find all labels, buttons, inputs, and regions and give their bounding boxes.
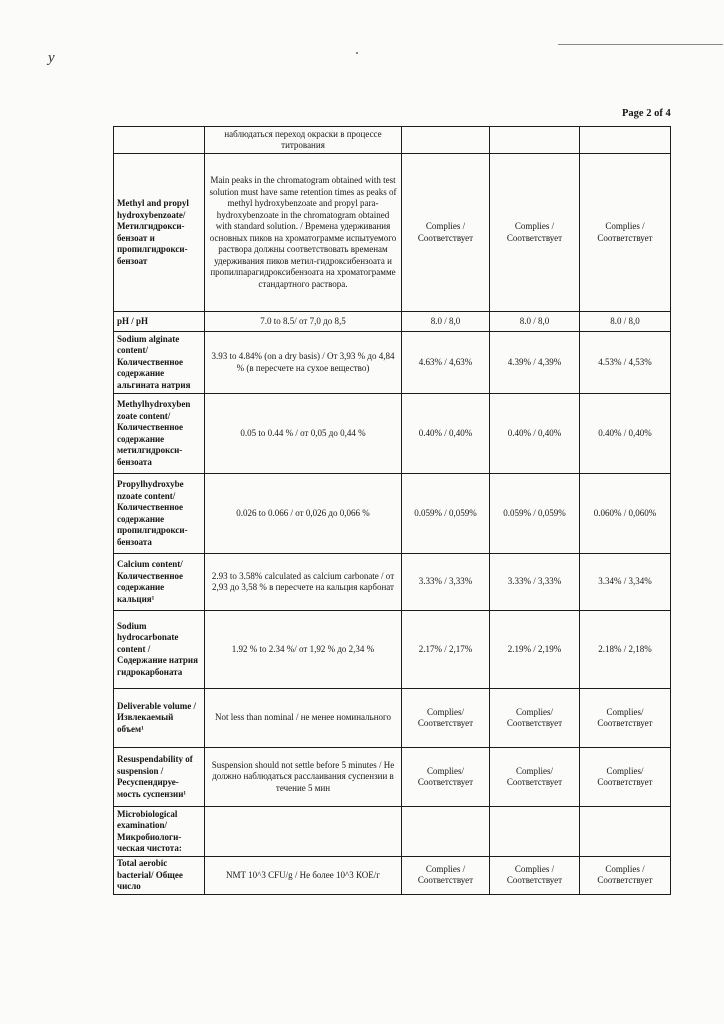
result-cell-batch-3 bbox=[580, 807, 671, 857]
test-name-cell: pH / pH bbox=[114, 312, 205, 332]
test-name-cell bbox=[114, 127, 205, 154]
test-name-cell: Resuspendability of suspension / Ресуспендируе-мость суспензии¹ bbox=[114, 748, 205, 807]
result-cell-batch-3: Complies / Соответствует bbox=[580, 857, 671, 895]
table-row bbox=[114, 807, 671, 857]
result-cell-batch-3: 2.18% / 2,18% bbox=[580, 611, 671, 689]
test-name-cell: Methylhydroxyben zoate content/ Количественное содержание метилгидрокси-бензоата bbox=[114, 394, 205, 474]
result-cell-batch-2: 0.40% / 0,40% bbox=[490, 394, 580, 474]
table-row bbox=[114, 554, 671, 611]
result-cell-batch-1: 3.33% / 3,33% bbox=[402, 554, 490, 611]
result-cell-batch-2: 2.19% / 2,19% bbox=[490, 611, 580, 689]
result-cell-batch-1 bbox=[402, 127, 490, 154]
result-cell-batch-2: Complies/ Соответствует bbox=[490, 689, 580, 748]
result-cell-batch-3: 8.0 / 8,0 bbox=[580, 312, 671, 332]
requirement-cell: 3.93 to 4.84% (on a dry basis) / От 3,93 % до 4,84 % (в пересчете на сухое вещество) bbox=[205, 332, 402, 394]
result-cell-batch-3: 4.53% / 4,53% bbox=[580, 332, 671, 394]
table-row bbox=[114, 748, 671, 807]
result-cell-batch-1 bbox=[402, 807, 490, 857]
test-name-cell: Microbiological examination/ Микробиологи-ческая чистота: bbox=[114, 807, 205, 857]
result-cell-batch-2: Complies / Соответствует bbox=[490, 857, 580, 895]
table-row bbox=[114, 332, 671, 394]
result-cell-batch-1: Complies / Соответствует bbox=[402, 154, 490, 312]
result-cell-batch-3 bbox=[580, 127, 671, 154]
table-row bbox=[114, 127, 671, 154]
requirement-cell: NMT 10^3 CFU/g / Не более 10^3 КОЕ/г bbox=[205, 857, 402, 895]
requirement-cell: 0.05 to 0.44 % / от 0,05 до 0,44 % bbox=[205, 394, 402, 474]
result-cell-batch-1: Complies/ Соответствует bbox=[402, 748, 490, 807]
table-row bbox=[114, 689, 671, 748]
requirement-cell: 2.93 to 3.58% calculated as calcium carbonate / от 2,93 до 3,58 % в пересчете на кальция карбонат bbox=[205, 554, 402, 611]
test-name-cell: Methyl and propyl hydroxybenzoate/ Метилгидрокси-бензоат и пропилгидрокси-бензоат bbox=[114, 154, 205, 312]
result-cell-batch-3: 0.40% / 0,40% bbox=[580, 394, 671, 474]
result-cell-batch-2 bbox=[490, 807, 580, 857]
requirement-cell: Main peaks in the chromatogram obtained with test solution must have same retention times as peaks of methyl hydroxybenzoate and propyl para-hydroxybenzoate in the chromatogram obtained with standard solution. / Времена удерживания основных пиков на хроматограмме испытуемого раствора должны соответствовать временам удерживания пиков метил-гидроксибензоата и пропилпарагидроксибензоата на хроматограмме стандартного раствора. bbox=[205, 154, 402, 312]
result-cell-batch-2: 0.059% / 0,059% bbox=[490, 474, 580, 554]
scan-speck bbox=[356, 52, 358, 54]
requirement-cell: Not less than nominal / не менее номинального bbox=[205, 689, 402, 748]
specification-table bbox=[113, 126, 671, 895]
result-cell-batch-3: Complies/ Соответствует bbox=[580, 689, 671, 748]
result-cell-batch-1: 8.0 / 8,0 bbox=[402, 312, 490, 332]
requirement-cell: наблюдаться переход окраски в процессе титрования bbox=[205, 127, 402, 154]
requirement-cell: 7.0 to 8.5/ от 7,0 до 8,5 bbox=[205, 312, 402, 332]
test-name-cell: Sodium hydrocarbonate content / Содержание натрия гидрокарбоната bbox=[114, 611, 205, 689]
result-cell-batch-1: 0.40% / 0,40% bbox=[402, 394, 490, 474]
page-number: Page 2 of 4 bbox=[622, 108, 671, 119]
test-name-cell: Calcium content/ Количественное содержание кальция¹ bbox=[114, 554, 205, 611]
table-row bbox=[114, 312, 671, 332]
table-row bbox=[114, 154, 671, 312]
result-cell-batch-2: 8.0 / 8,0 bbox=[490, 312, 580, 332]
top-scan-line bbox=[558, 44, 723, 45]
result-cell-batch-3: 3.34% / 3,34% bbox=[580, 554, 671, 611]
test-name-cell: Sodium alginate content/ Количественное содержание альгината натрия bbox=[114, 332, 205, 394]
requirement-cell: Suspension should not settle before 5 minutes / Не должно наблюдаться расслаивания суспензии в течение 5 мин bbox=[205, 748, 402, 807]
result-cell-batch-1: Complies/ Соответствует bbox=[402, 689, 490, 748]
result-cell-batch-2: Complies/ Соответствует bbox=[490, 748, 580, 807]
result-cell-batch-2: 3.33% / 3,33% bbox=[490, 554, 580, 611]
requirement-cell: 0.026 to 0.066 / от 0,026 до 0,066 % bbox=[205, 474, 402, 554]
result-cell-batch-3: Complies / Соответствует bbox=[580, 154, 671, 312]
test-name-cell: Total aerobic bacterial/ Общее число bbox=[114, 857, 205, 895]
result-cell-batch-1: 4.63% / 4,63% bbox=[402, 332, 490, 394]
result-cell-batch-2 bbox=[490, 127, 580, 154]
test-name-cell: Propylhydroxybe nzoate content/ Количественное содержание пропилгидрокси-бензоата bbox=[114, 474, 205, 554]
result-cell-batch-2: 4.39% / 4,39% bbox=[490, 332, 580, 394]
handwritten-mark: у bbox=[48, 50, 55, 66]
table-row bbox=[114, 857, 671, 895]
table-row bbox=[114, 394, 671, 474]
requirement-cell: 1.92 % to 2.34 %/ от 1,92 % до 2,34 % bbox=[205, 611, 402, 689]
result-cell-batch-3: 0.060% / 0,060% bbox=[580, 474, 671, 554]
table-row bbox=[114, 474, 671, 554]
table-row bbox=[114, 611, 671, 689]
test-name-cell: Deliverable volume / Извлекаемый объем¹ bbox=[114, 689, 205, 748]
result-cell-batch-3: Complies/ Соответствует bbox=[580, 748, 671, 807]
requirement-cell bbox=[205, 807, 402, 857]
result-cell-batch-1: 2.17% / 2,17% bbox=[402, 611, 490, 689]
result-cell-batch-2: Complies / Соответствует bbox=[490, 154, 580, 312]
result-cell-batch-1: 0.059% / 0,059% bbox=[402, 474, 490, 554]
specification-table-body bbox=[114, 127, 671, 895]
result-cell-batch-1: Complies / Соответствует bbox=[402, 857, 490, 895]
